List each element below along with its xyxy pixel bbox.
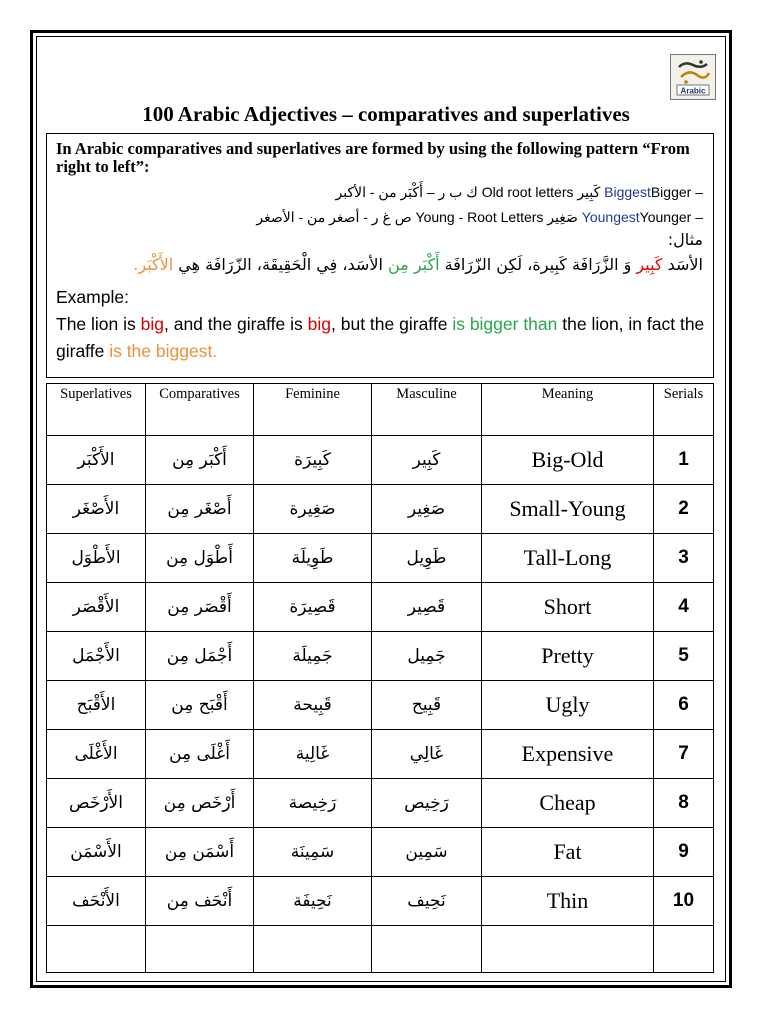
adjectives-table xyxy=(46,383,714,973)
ar-sentence-biggest: الأَكْبَر. xyxy=(133,255,174,274)
cell-comparative: أَقْبَح مِن xyxy=(146,681,254,730)
cell-superlative: الأَكْبَر xyxy=(47,436,146,485)
pattern-line-1 xyxy=(335,184,703,201)
cell-masculine: جَمِيل xyxy=(372,632,482,681)
cell-masculine: غَالِي xyxy=(372,730,482,779)
cell-feminine: رَخِيصة xyxy=(254,779,372,828)
empty-cell xyxy=(482,926,654,973)
pattern-line-2 xyxy=(256,209,703,226)
cell-comparative: أَصْغَر مِن xyxy=(146,485,254,534)
cell-superlative: الأَقْبَح xyxy=(47,681,146,730)
table-row xyxy=(47,730,714,779)
cell-meaning: Small-Young xyxy=(482,485,654,534)
cell-masculine: قَبِيح xyxy=(372,681,482,730)
cell-comparative: أَطْوَل مِن xyxy=(146,534,254,583)
table-row xyxy=(47,583,714,632)
cell-superlative: الأَسْمَن xyxy=(47,828,146,877)
ar-sentence-part: وَ الزَّرَافَة كَبِيرة، لَكِن الزّرَافَة xyxy=(439,255,637,274)
cell-masculine: نَحِيف xyxy=(372,877,482,926)
empty-cell xyxy=(146,926,254,973)
header-meaning: Meaning xyxy=(482,384,654,436)
cell-comparative: أَغْلَى مِن xyxy=(146,730,254,779)
cell-feminine: غَالِية xyxy=(254,730,372,779)
header-serials: Serials xyxy=(654,384,714,436)
intro-heading: In Arabic comparatives and superlatives are formed by using the following pattern “From right to left”: xyxy=(56,139,690,176)
en-sentence-bigger: is bigger than xyxy=(452,314,558,334)
pattern-1-arabic: كَبِير Old root letters ك ب ر – أَكْبَر من - الأكبر xyxy=(335,184,601,200)
table-row xyxy=(47,485,714,534)
ar-sentence-part: الأسَد، فِي الْحَقِيقَة، الزّرَافَة هِي xyxy=(173,255,388,274)
page-title: 100 Arabic Adjectives – comparatives and superlatives xyxy=(142,102,630,126)
en-sentence-part: , but the giraffe xyxy=(331,314,453,334)
pattern-2-superlative: Youngest xyxy=(581,209,640,225)
pattern-2-english: Younger – xyxy=(639,209,703,225)
cell-meaning: Cheap xyxy=(482,779,654,828)
empty-cell xyxy=(654,926,714,973)
cell-superlative: الأَنْحَف xyxy=(47,877,146,926)
pattern-1-superlative: Biggest xyxy=(604,184,651,200)
cell-superlative: الأَرْخَص xyxy=(47,779,146,828)
empty-cell xyxy=(47,926,146,973)
table-row xyxy=(47,681,714,730)
table-empty-row xyxy=(47,926,714,973)
table-row xyxy=(47,632,714,681)
cell-feminine: قَصِيرَة xyxy=(254,583,372,632)
empty-cell xyxy=(372,926,482,973)
cell-meaning: Short xyxy=(482,583,654,632)
cell-serial: 8 xyxy=(654,779,714,828)
cell-serial: 2 xyxy=(654,485,714,534)
table-row xyxy=(47,877,714,926)
cell-superlative: الأَقْصَر xyxy=(47,583,146,632)
en-sentence-big: big xyxy=(307,314,332,334)
ar-sentence-big: كَبِير xyxy=(636,255,663,274)
cell-meaning: Fat xyxy=(482,828,654,877)
cell-comparative: أَنْحَف مِن xyxy=(146,877,254,926)
cell-meaning: Ugly xyxy=(482,681,654,730)
arabic-example-sentence xyxy=(133,255,703,274)
cell-masculine: طَوِيل xyxy=(372,534,482,583)
cell-serial: 5 xyxy=(654,632,714,681)
cell-serial: 3 xyxy=(654,534,714,583)
cell-serial: 10 xyxy=(654,877,714,926)
intro-box xyxy=(46,133,714,378)
example-label-arabic: مثال: xyxy=(667,230,703,249)
pattern-2-arabic: صَغِير Young - Root Letters ص غ ر - أصغر من - الأصغر xyxy=(256,209,578,225)
table-row xyxy=(47,534,714,583)
header-superlatives: Superlatives xyxy=(47,384,146,436)
cell-comparative: أَرْخَص مِن xyxy=(146,779,254,828)
en-sentence-part: the lion, in fact the giraffe xyxy=(56,314,705,361)
example-label: Example: xyxy=(56,287,129,307)
en-sentence-biggest: is the biggest. xyxy=(109,341,218,361)
cell-meaning: Tall-Long xyxy=(482,534,654,583)
cell-serial: 4 xyxy=(654,583,714,632)
arabic-logo xyxy=(670,54,716,100)
en-sentence-part: , and the giraffe is xyxy=(163,314,308,334)
cell-comparative: أَجْمَل مِن xyxy=(146,632,254,681)
cell-masculine: رَخِيص xyxy=(372,779,482,828)
cell-comparative: أَقْصَر مِن xyxy=(146,583,254,632)
cell-superlative: الأَطْوَل xyxy=(47,534,146,583)
cell-meaning: Pretty xyxy=(482,632,654,681)
cell-feminine: نَحِيفَة xyxy=(254,877,372,926)
cell-serial: 9 xyxy=(654,828,714,877)
cell-meaning: Big-Old xyxy=(482,436,654,485)
cell-serial: 6 xyxy=(654,681,714,730)
cell-feminine: كَبِيرَة xyxy=(254,436,372,485)
cell-feminine: جَمِيلَة xyxy=(254,632,372,681)
cell-comparative: أَسْمَن مِن xyxy=(146,828,254,877)
table-row xyxy=(47,436,714,485)
en-sentence-part: The lion is xyxy=(56,314,141,334)
cell-feminine: قَبِيحة xyxy=(254,681,372,730)
cell-serial: 7 xyxy=(654,730,714,779)
ar-sentence-bigger: أَكْبَر مِن xyxy=(387,255,440,274)
cell-superlative: الأَجْمَل xyxy=(47,632,146,681)
header-comparatives: Comparatives xyxy=(146,384,254,436)
cell-feminine: صَغِيرة xyxy=(254,485,372,534)
cell-masculine: صَغِير xyxy=(372,485,482,534)
header-masculine: Masculine xyxy=(372,384,482,436)
cell-masculine: كَبِير xyxy=(372,436,482,485)
cell-superlative: الأَغْلَى xyxy=(47,730,146,779)
table-row xyxy=(47,779,714,828)
cell-meaning: Thin xyxy=(482,877,654,926)
table-row xyxy=(47,828,714,877)
cell-masculine: قَصِير xyxy=(372,583,482,632)
english-example xyxy=(56,284,711,365)
header-feminine: Feminine xyxy=(254,384,372,436)
table-header-row xyxy=(47,384,714,436)
cell-meaning: Expensive xyxy=(482,730,654,779)
cell-feminine: طَوِيلَة xyxy=(254,534,372,583)
empty-cell xyxy=(254,926,372,973)
english-example-sentence xyxy=(56,311,711,365)
cell-superlative: الأَصْغَر xyxy=(47,485,146,534)
cell-serial: 1 xyxy=(654,436,714,485)
en-sentence-big: big xyxy=(140,314,164,334)
cell-masculine: سَمِين xyxy=(372,828,482,877)
ar-sentence-part: الأسَد xyxy=(662,255,703,274)
pattern-1-english: Bigger – xyxy=(650,184,703,200)
cell-comparative: أَكْبَر مِن xyxy=(146,436,254,485)
cell-feminine: سَمِينَة xyxy=(254,828,372,877)
svg-text:Arabic: Arabic xyxy=(680,86,706,96)
